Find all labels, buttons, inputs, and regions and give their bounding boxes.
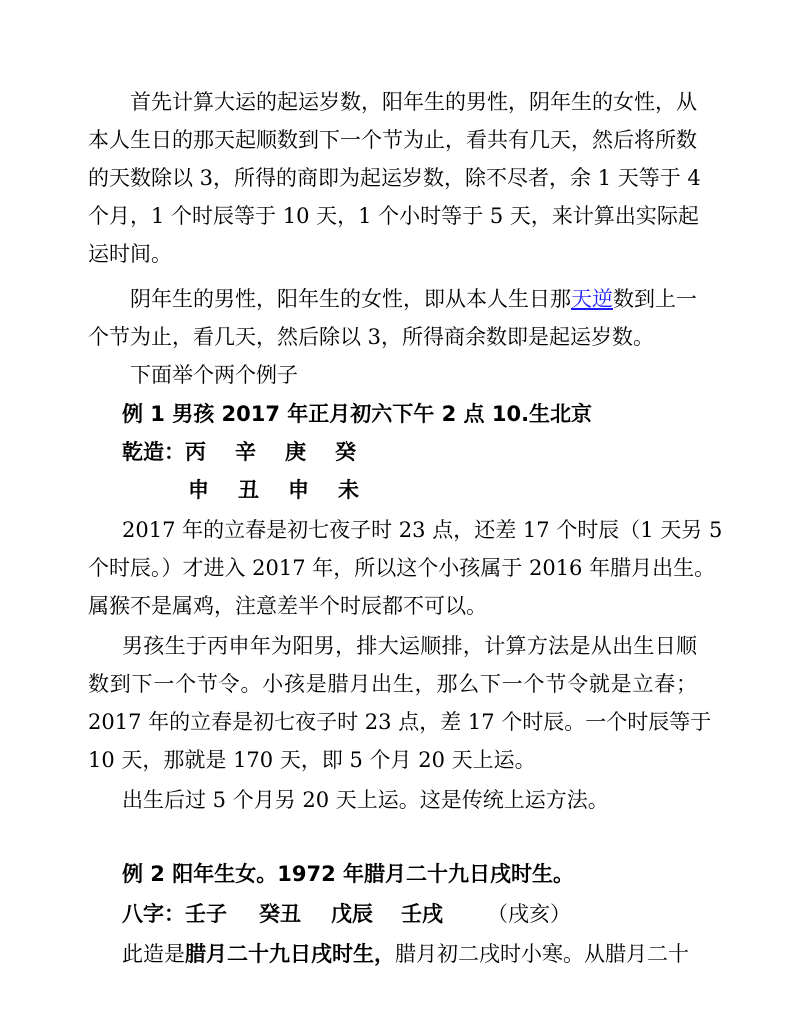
example-1-p2-line-2: 数到下一个节令。小孩是腊月出生，那么下一个节令就是立春； — [88, 672, 697, 696]
pillar-1: 壬子 — [185, 902, 227, 926]
branch-2: 丑 — [238, 478, 259, 502]
paragraph-1-line-5: 运时间。 — [88, 242, 172, 266]
paragraph-1-line-2: 本人生日的那天起顺数到下一个节为止，看共有几天，然后将所数 — [88, 128, 697, 152]
qianzao-row — [122, 438, 356, 466]
example-1-p2-line-4: 10 天，那就是 170 天，即 5 个月 20 天上运。 — [88, 748, 536, 772]
example-1-p3: 出生后过 5 个月另 20 天上运。这是传统上运方法。 — [122, 788, 609, 812]
stem-4: 癸 — [335, 440, 356, 464]
branch-3: 申 — [288, 478, 309, 502]
paragraph-2-text-before-link: 阴年生的男性，阳年生的女性，即从本人生日那 — [130, 287, 571, 311]
bazi-label: 八字： — [122, 902, 185, 926]
stem-3: 庚 — [285, 440, 306, 464]
example-1-p2-line-1: 男孩生于丙申年为阳男，排大运顺排，计算方法是从出生日顺 — [122, 634, 697, 658]
paragraph-2-text-after-link: 数到上一 — [613, 287, 697, 311]
stem-1: 丙 — [185, 440, 206, 464]
intro-line: 下面举个两个例子 — [130, 363, 298, 387]
paragraph-2-line-2: 个节为止，看几天，然后除以 3，所得商余数即是起运岁数。 — [88, 325, 655, 349]
example-2-text-end: 腊月初二戌时小寒。从腊月二十 — [395, 942, 689, 966]
branch-1: 申 — [188, 478, 209, 502]
branches-row — [188, 476, 359, 504]
hyperlink-tianni[interactable]: 天逆 — [571, 287, 613, 311]
example-2-bold-text: 腊月二十九日戌时生， — [185, 942, 395, 966]
example-1-heading: 例 1 男孩 2017 年正月初六下午 2 点 10.生北京 — [122, 402, 593, 426]
pillar-2: 癸丑 — [259, 902, 301, 926]
example-2-line — [122, 940, 689, 968]
paragraph-2-line-1 — [130, 285, 697, 313]
paragraph-1-line-4: 个月，1 个时辰等于 10 天，1 个小时等于 5 天，来计算出实际起 — [88, 204, 699, 228]
example-2-heading: 例 2 阳年生女。1972 年腊月二十九日戌时生。 — [122, 862, 574, 886]
branch-4: 未 — [338, 478, 359, 502]
example-1-p1-line-1: 2017 年的立春是初七夜子时 23 点，还差 17 个时辰（1 天另 5 — [122, 518, 723, 542]
example-2-text-start: 此造是 — [122, 942, 185, 966]
pillar-4: 壬戌 — [401, 902, 443, 926]
example-1-p2-line-3: 2017 年的立春是初七夜子时 23 点，差 17 个时辰。一个时辰等于 — [88, 710, 712, 734]
example-1-p1-line-2: 个时辰。）才进入 2017 年，所以这个小孩属于 2016 年腊月出生。 — [88, 556, 716, 580]
pillar-3: 戊辰 — [331, 902, 373, 926]
paragraph-1-line-3: 的天数除以 3，所得的商即为起运岁数，除不尽者，余 1 天等于 4 — [88, 166, 701, 190]
example-1-p1-line-3: 属猴不是属鸡，注意差半个时辰都不可以。 — [88, 594, 487, 618]
qianzao-label: 乾造： — [122, 440, 185, 464]
bazi-row — [122, 900, 571, 928]
paragraph-1-line-1: 首先计算大运的起运岁数，阳年生的男性，阴年生的女性，从 — [130, 90, 697, 114]
bazi-note: （戌亥） — [487, 902, 571, 926]
stem-2: 辛 — [235, 440, 256, 464]
